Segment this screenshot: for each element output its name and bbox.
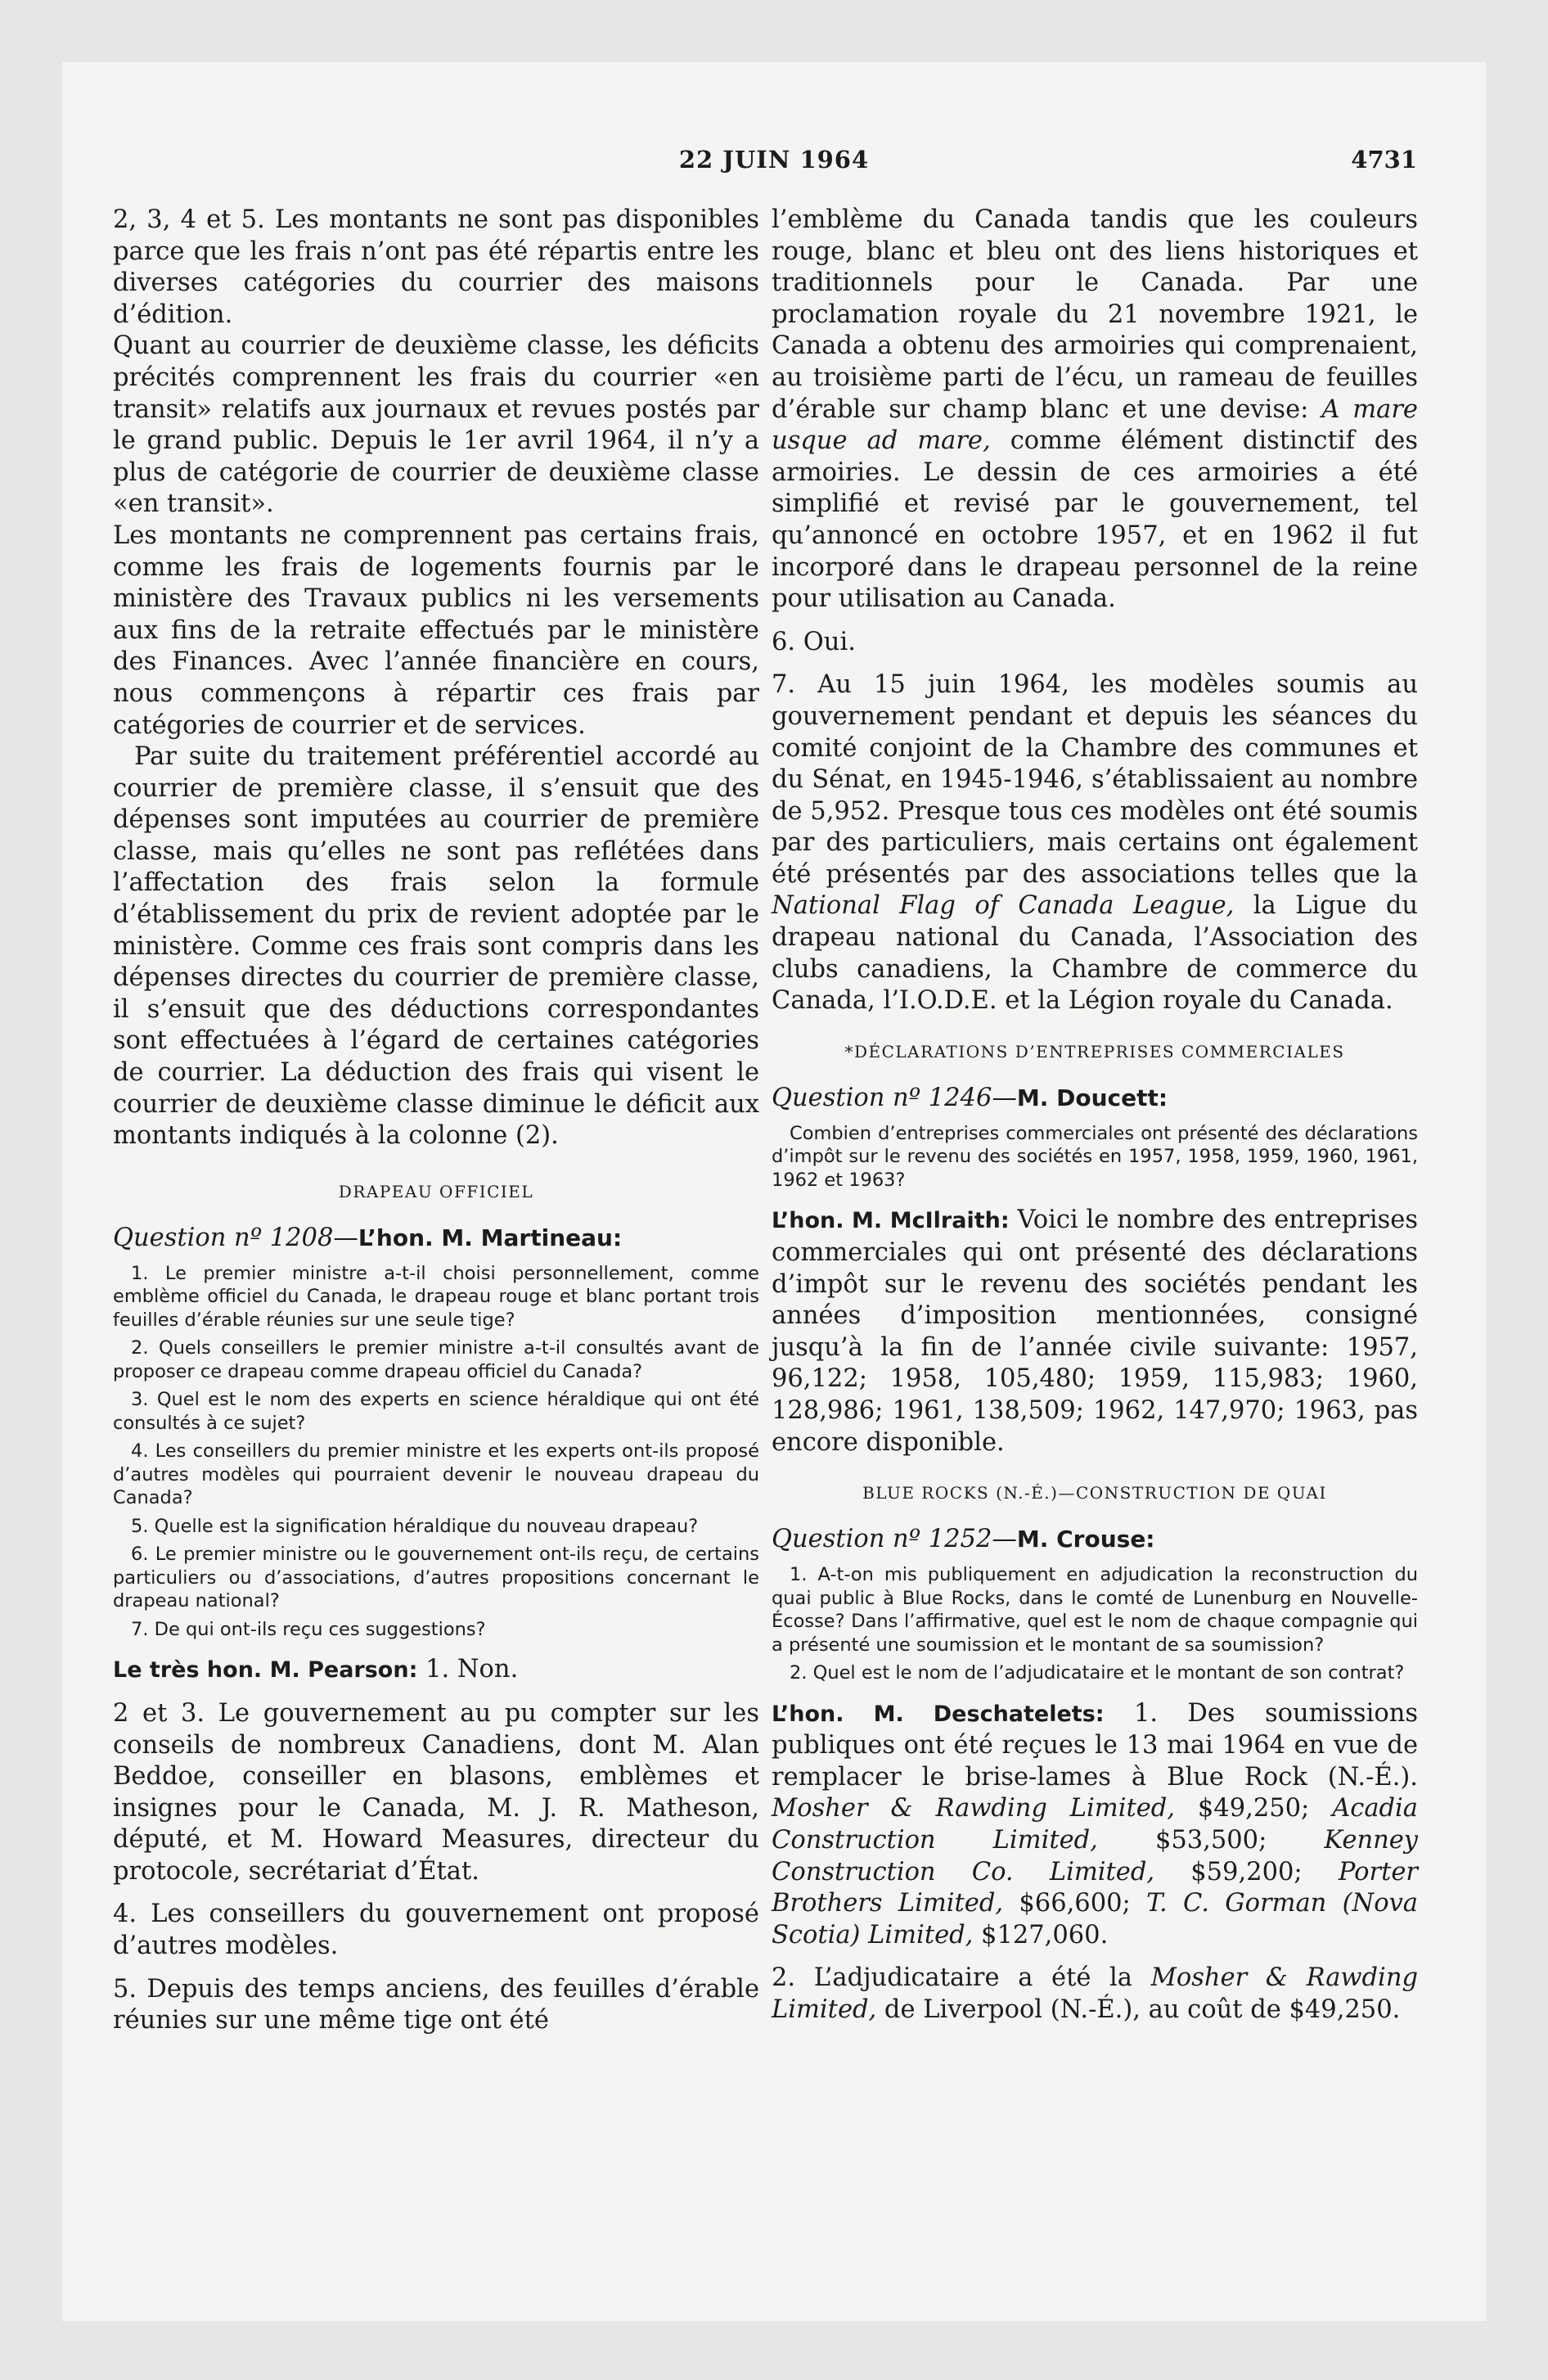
- left-column: [113, 205, 759, 2037]
- bid-amount: $59,200;: [1190, 1857, 1303, 1886]
- bidder-name: T. C. Gorman (Nova Scotia) Limited,: [772, 1889, 1418, 1950]
- motto: A mare usque ad mare,: [772, 394, 1418, 456]
- question-item: 2. Quels conseillers le premier ministre a-t-il consultés avant de proposer ce drapeau comme drapeau officiel du Canada?: [113, 1337, 759, 1382]
- answer-text: de Liverpool (N.-É.), au coût de $49,250.: [884, 1995, 1401, 2024]
- question-heading: [772, 1524, 1418, 1555]
- bid-amount: $66,600;: [1019, 1889, 1131, 1918]
- answer-paragraph: 4. Les conseillers du gouvernement ont proposé d’autres modèles.: [113, 1900, 759, 1961]
- question-list: [113, 1262, 759, 1642]
- em-dash: —: [333, 1223, 358, 1252]
- answer-speaker: Le très hon. M. Pearson:: [113, 1657, 418, 1684]
- answer-speaker: L’hon. M. McIlraith:: [772, 1208, 1010, 1234]
- question-item: 6. Le premier ministre ou le gouvernement ont-ils reçu, de certains particuliers ou d’associations, d’autres propositions concernant le drapeau national?: [113, 1544, 759, 1612]
- bidder-name: Mosher & Rawding Limited,: [772, 1794, 1175, 1823]
- question-number: Question nº 1252: [772, 1525, 992, 1554]
- question-heading: [772, 1083, 1418, 1114]
- question-item: 5. Quelle est la signification héraldique du nouveau drapeau?: [131, 1515, 699, 1537]
- section-heading: *DÉCLARATIONS D’ENTREPRISES COMMERCIALES: [844, 1041, 1345, 1062]
- question-number: Question nº 1246: [772, 1083, 992, 1112]
- answer-paragraph: [772, 1205, 1418, 1458]
- answer-paragraph: 5. Depuis des temps anciens, des feuilles d’érable réunies sur une même tige ont été: [113, 1974, 759, 2035]
- question-item: 2. Quel est le nom de l’adjudicataire et le montant de son contrat?: [790, 1662, 1405, 1684]
- question-number: Question nº 1208: [113, 1223, 334, 1252]
- paragraph-text: la Ligue du drapeau national du Canada, l’Association des clubs canadiens, la Chambre de commerce du Canada, l’I.O.D.E. et la Légion royale du Canada.: [772, 891, 1418, 1016]
- answer-paragraph: 6. Oui.: [772, 627, 856, 656]
- paragraph: Quant au courrier de deuxième classe, les déficits précités comprennent les frais du courrier «en transit» relatifs aux journaux et revues postés par le grand public. Depuis le 1er avril 1964, il n’y a plus de catégorie de courrier de deuxième classe «en transit».: [113, 331, 759, 519]
- running-header-date: 22 JUIN 1964: [678, 146, 870, 174]
- em-dash: —: [992, 1525, 1017, 1554]
- right-column: [772, 205, 1418, 2026]
- answer-paragraph: 2 et 3. Le gouvernement au pu compter sur les conseils de nombreux Canadiens, dont M. Alan Beddoe, conseiller en blasons, emblèmes et insignes pour le Canada, M. J. R. Matheson, député, et M. Howard Measures, directeur du protocole, secrétariat d’État.: [113, 1698, 759, 1886]
- question-item: 4. Les conseillers du premier ministre et les experts ont-ils proposé d’autres modèles qui pourraient devenir le nouveau drapeau du Canada?: [113, 1440, 759, 1509]
- question-author: L’hon. M. Martineau:: [358, 1224, 623, 1251]
- bidder-name: Kenney Construction Co. Limited,: [772, 1825, 1419, 1886]
- page-number: 4731: [1351, 146, 1417, 174]
- em-dash: —: [992, 1083, 1017, 1112]
- paragraph: Les montants ne comprennent pas certains frais, comme les frais de logements fournis par le ministère des Travaux publics ni les versements aux fins de la retraite effectués par le ministère des Finances. Avec l’année financière en cours, nous commençons à répartir ces frais par catégories de courrier et de services.: [113, 521, 759, 740]
- question-author: M. Crouse:: [1016, 1526, 1155, 1553]
- bidder-name: Porter Brothers Limited,: [772, 1857, 1418, 1918]
- answer-text: 1. Des soumissions publiques ont été reçues le 13 mai 1964 en vue de remplacer le brise-lames à Blue Rock (N.-É.).: [772, 1698, 1418, 1792]
- section-heading: DRAPEAU OFFICIEL: [338, 1181, 534, 1201]
- question-author: M. Doucett:: [1016, 1084, 1168, 1111]
- answer-paragraph: [772, 669, 1418, 1017]
- question-item: 3. Quel est le nom des experts en science héraldique qui ont été consultés à ce sujet?: [113, 1389, 759, 1434]
- paragraph-text: l’emblème du Canada tandis que les couleurs rouge, blanc et bleu ont des liens historiques et traditionnels pour le Canada. Par une proclamation royale du 21 novembre 1921, le Canada a obtenu des armoiries qui comprenaient, au troisième parti de l’écu, un rameau de feuilles d’érable sur champ blanc et une devise:: [772, 205, 1418, 424]
- bidder-name: Acadia Construction Limited,: [772, 1794, 1418, 1855]
- paragraph: Par suite du traitement préférentiel accordé au courrier de première classe, il s’ensuit que des dépenses sont imputées au courrier de première classe, mais qu’elles ne sont pas reflétées dans l’affectation des frais selon la formule d’établissement du prix de revient adoptée par le ministère. Comme ces frais sont compris dans les dépenses directes du courrier de première classe, il s’ensuit que des déductions correspondantes sont effectuées à l’égard de certaines catégories de courrier. La déduction des frais qui visent le courrier de deuxième classe diminue le déficit aux montants indiqués à la colonne (2).: [113, 742, 759, 1151]
- question-list: [772, 1122, 1418, 1192]
- question-item: 1. Le premier ministre a-t-il choisi personnellement, comme emblème officiel du Canada, le drapeau rouge et blanc portant trois feuilles d’érable réunies sur une seule tige?: [113, 1262, 759, 1331]
- paragraph-text: 7. Au 15 juin 1964, les modèles soumis au gouvernement pendant et depuis les séances du comité conjoint de la Chambre des communes et du Sénat, en 1945-1946, s’établissaient au nombre de 5,952. Presque tous ces modèles ont été soumis par des particuliers, mais certains ont également été présentés par des associations telles que la: [772, 670, 1418, 889]
- paragraph: 2, 3, 4 et 5. Les montants ne sont pas disponibles parce que les frais n’ont pas été répartis entre les diverses catégories du courrier des maisons d’édition.: [113, 205, 759, 329]
- section-heading: BLUE ROCKS (N.-É.)—CONSTRUCTION DE QUAI: [862, 1483, 1327, 1503]
- answer-speaker: L’hon. M. Deschatelets:: [772, 1701, 1105, 1727]
- answer-text: 1. Non.: [425, 1655, 519, 1684]
- question-heading: [113, 1223, 759, 1254]
- bid-amount: $127,060.: [981, 1920, 1109, 1950]
- answer-paragraph: [772, 1963, 1418, 2026]
- paragraph-text: comme élément distinctif des armoiries. Le dessin de ces armoiries a été simplifié et revisé par le gouvernement, tel qu’annoncé en octobre 1957, et en 1962 il fut incorporé dans le drapeau personnel de la reine pour utilisation au Canada.: [772, 426, 1418, 614]
- question-item: Combien d’entreprises commerciales ont présenté des déclarations d’impôt sur le revenu des sociétés en 1957, 1958, 1959, 1960, 1961, 1962 et 1963?: [772, 1122, 1418, 1191]
- question-item: 7. De qui ont-ils reçu ces suggestions?: [131, 1618, 486, 1640]
- bid-amount: $49,250;: [1197, 1794, 1310, 1823]
- question-item: 1. A-t-on mis publiquement en adjudication la reconstruction du quai public à Blue Rocks, dans le comté de Lunenburg en Nouvelle-Écosse? Dans l’affirmative, quel est le nom de chaque compagnie qui a présenté une soumission et le montant de sa soumission?: [772, 1564, 1418, 1656]
- organization-name: National Flag of Canada League,: [772, 891, 1235, 921]
- contractor-name: Mosher & Rawding Limited,: [772, 1963, 1418, 2024]
- question-list: [772, 1563, 1418, 1685]
- answer-paragraph: [772, 1698, 1418, 1952]
- bid-amount: $53,500;: [1154, 1825, 1267, 1855]
- answer-paragraph: [113, 1654, 759, 1687]
- paragraph: [772, 205, 1418, 615]
- answer-text: 2. L’adjudicataire a été la: [772, 1963, 1132, 1993]
- answer-text: Voici le nombre des entreprises commerciales qui ont présenté des déclarations d’impôt sur le revenu des sociétés pendant les années d’imposition mentionnées, consigné jusqu’à la fin de l’année civile suivante: 1957, 96,122; 1958, 105,480; 1959, 115,983; 1960, 128,986; 1961, 138,509; 1962, 147,970; 1963, pas encore disponible.: [772, 1206, 1418, 1457]
